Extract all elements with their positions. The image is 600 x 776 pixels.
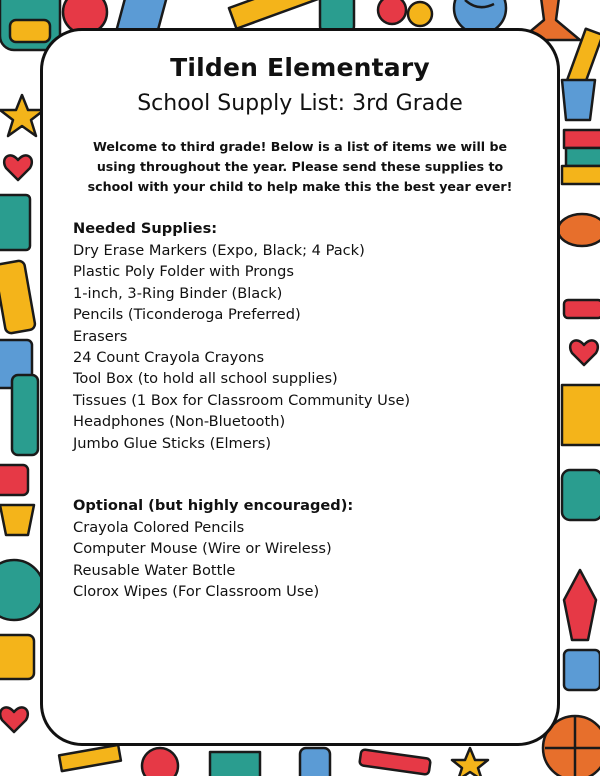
heart-small-icon <box>0 707 28 732</box>
needed-supplies-heading: Needed Supplies: <box>73 220 218 237</box>
needed-supplies-section <box>73 218 533 454</box>
list-subtitle: School Supply List: 3rd Grade <box>137 91 463 116</box>
list-item: 24 Count Crayola Crayons <box>73 348 265 366</box>
ruler-right-icon <box>562 385 600 445</box>
ruler-icon <box>229 0 321 29</box>
heart-icon <box>4 155 32 180</box>
rocket-icon <box>564 570 596 640</box>
list-item: Tool Box (to hold all school supplies) <box>73 370 338 388</box>
paintbrush-icon <box>564 650 600 690</box>
list-item: Computer Mouse (Wire or Wireless) <box>73 540 332 558</box>
bus-icon <box>0 635 34 679</box>
eraser-icon <box>0 465 28 495</box>
list-item: Jumbo Glue Sticks (Elmers) <box>73 434 272 452</box>
optional-supplies-list <box>73 517 533 603</box>
supply-list-card <box>40 28 560 746</box>
list-item: Tissues (1 Box for Classroom Community Use) <box>73 391 411 409</box>
list-item: Clorox Wipes (For Classroom Use) <box>73 583 320 601</box>
bottom-pencil-icon <box>59 745 121 771</box>
bottom-notebook-icon <box>210 752 260 776</box>
list-item: Reusable Water Bottle <box>73 561 236 579</box>
star-icon <box>0 95 44 136</box>
book-stack-icon <box>562 130 600 184</box>
school-name: Tilden Elementary <box>170 53 430 82</box>
list-item: Plastic Poly Folder with Prongs <box>73 263 294 281</box>
scissors-icon <box>378 0 432 26</box>
welcome-message: Welcome to third grade! Below is a list of items we will be using throughout the year. Please send these supplies to school with your child to help make this the best year ever! <box>87 139 513 194</box>
list-item: Erasers <box>73 327 128 345</box>
list-item: Dry Erase Markers (Expo, Black; 4 Pack) <box>73 242 365 259</box>
list-item: Headphones (Non-Bluetooth) <box>73 413 286 431</box>
bag-icon <box>562 470 600 520</box>
list-item: Crayola Colored Pencils <box>73 519 245 536</box>
bottom-bottle-icon <box>300 748 330 776</box>
list-item: 1-inch, 3-Ring Binder (Black) <box>73 284 283 302</box>
list-item: Pencils (Ticonderoga Preferred) <box>73 306 301 324</box>
needed-supplies-list <box>73 240 533 454</box>
lamp-icon <box>0 505 34 535</box>
marker-icon <box>564 300 600 318</box>
paint-tube-icon <box>12 375 38 455</box>
football-icon <box>558 214 600 246</box>
beaker-icon <box>562 80 595 120</box>
optional-supplies-heading: Optional (but highly encouraged): <box>73 497 354 514</box>
notebook-icon <box>0 195 30 250</box>
crayon-icon <box>0 260 36 334</box>
heart-right-icon <box>570 340 598 365</box>
bottom-star-icon <box>452 748 488 776</box>
bottom-apple-icon <box>142 748 178 776</box>
world-globe-icon <box>0 560 44 620</box>
bottom-crayon-icon <box>359 749 431 775</box>
optional-supplies-section <box>73 495 533 603</box>
